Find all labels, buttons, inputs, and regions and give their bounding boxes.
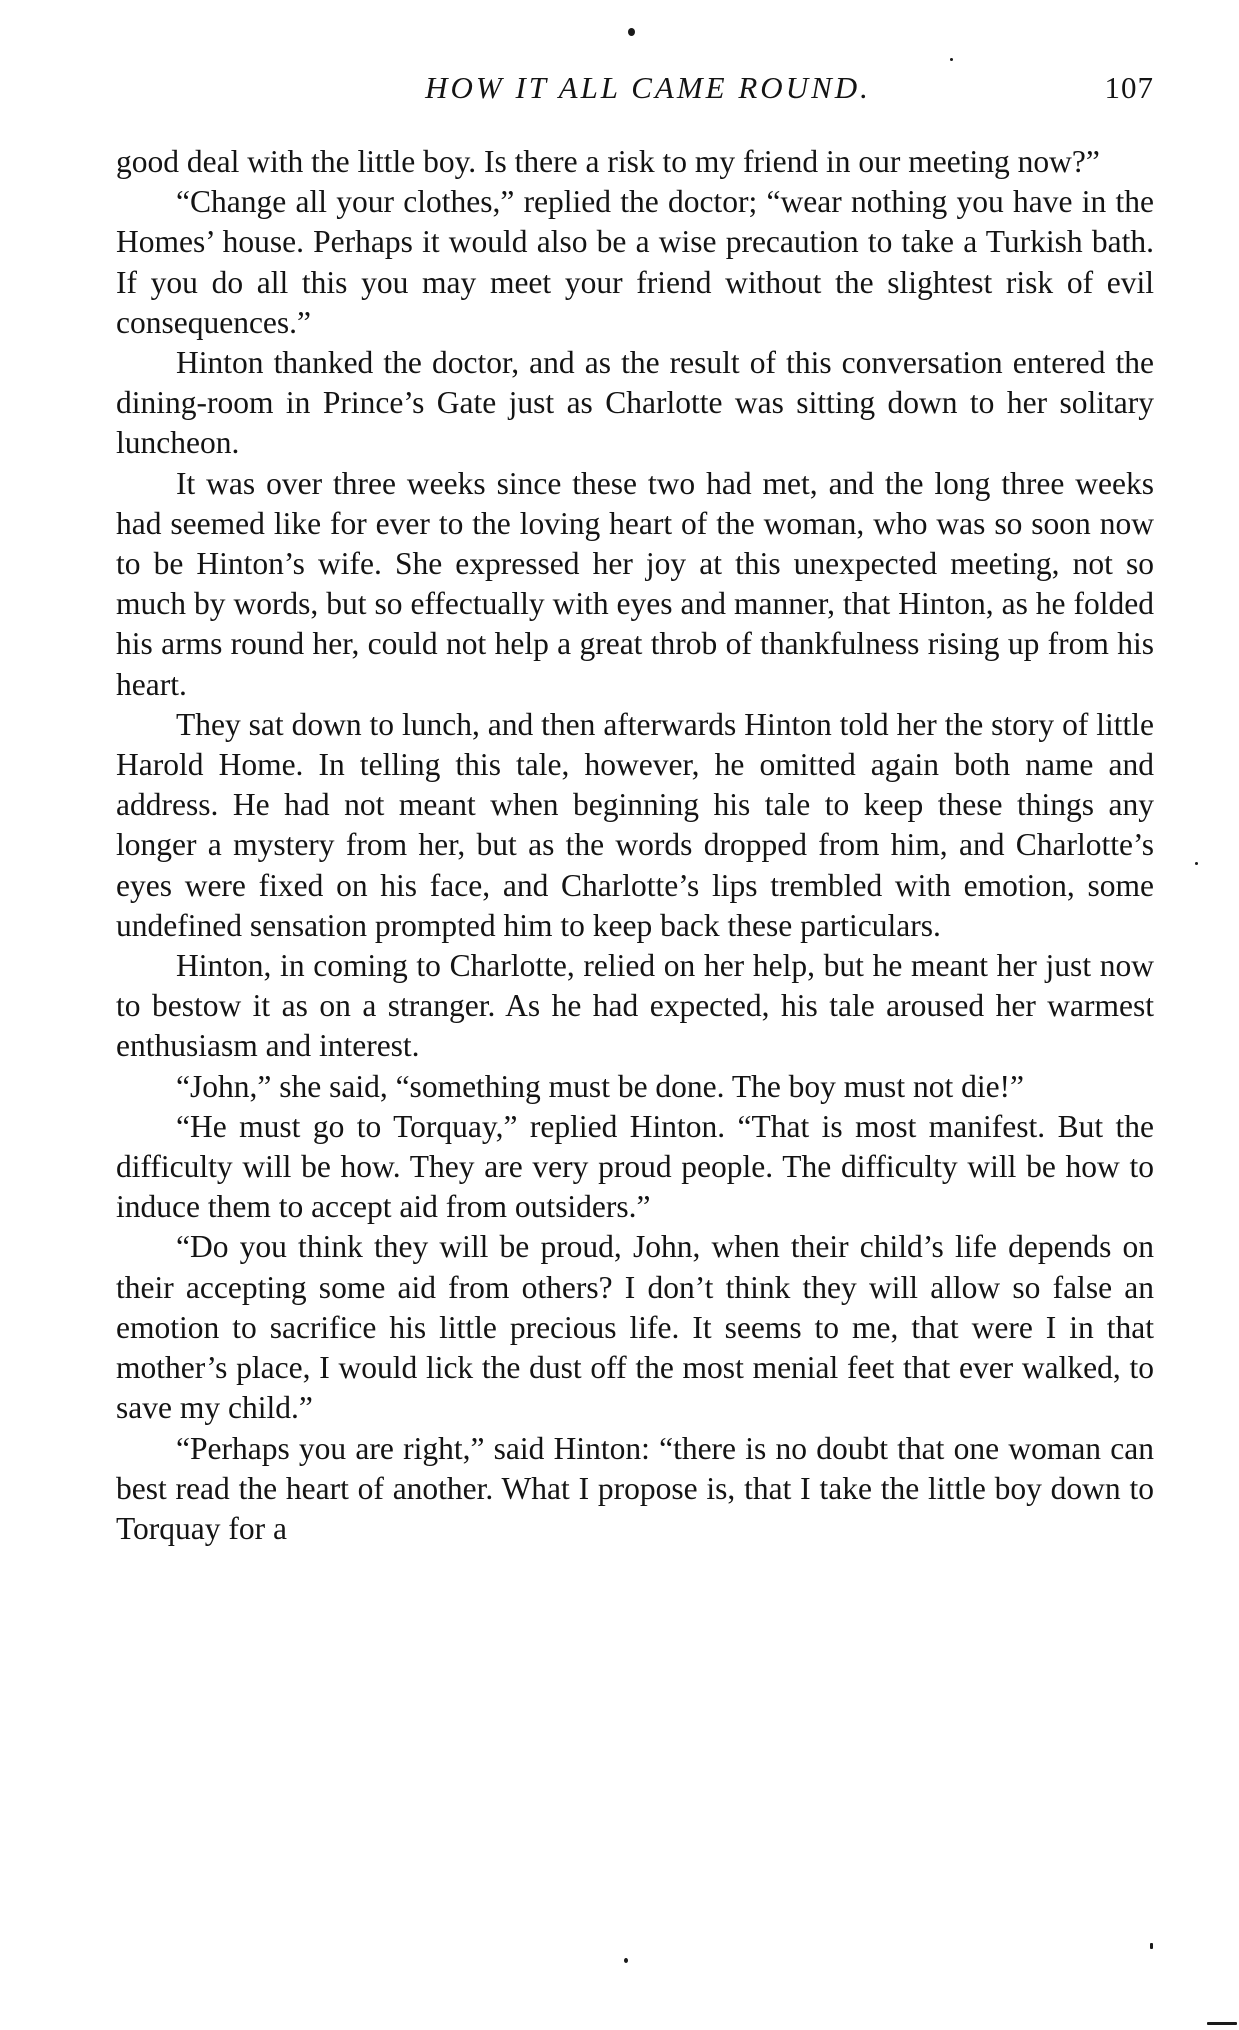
page-header bbox=[118, 66, 1158, 110]
paragraph: “Change all your clothes,” replied the doctor; “wear nothing you have in the Homes’ house. Perhaps it would also be a wise precaution to take a Turkish bath. If you do all this you may meet your friend without the slightest risk of evil consequences.” bbox=[116, 184, 1154, 340]
scan-speck bbox=[1207, 2022, 1237, 2025]
scan-speck bbox=[950, 58, 953, 61]
scan-speck bbox=[1195, 862, 1198, 865]
running-title: HOW IT ALL CAME ROUND. bbox=[425, 70, 871, 105]
scan-speck bbox=[628, 28, 635, 36]
paragraph: “Perhaps you are right,” said Hinton: “there is no doubt that one woman can best read the heart of another. What I propose is, that I take the little boy down to Torquay for a bbox=[116, 1430, 1154, 1546]
paragraph-continued: good deal with the little boy. Is there a risk to my friend in our meeting now?” bbox=[116, 144, 1100, 179]
paragraph: It was over three weeks since these two had met, and the long three weeks had seemed like for ever to the loving heart of the woman, who was so soon now to be Hinton’s wife. She expressed her joy at this unexpected meeting, not so much by words, but so effectually with eyes and manner, that Hinton, as he folded his arms round her, could not help a great throb of thankfulness rising up from his heart. bbox=[116, 465, 1154, 702]
paragraph: Hinton, in coming to Charlotte, relied on her help, but he meant her just now to bestow it as on a stranger. As he had expected, his tale aroused her warmest enthusiasm and interest. bbox=[116, 948, 1154, 1064]
page-number: 107 bbox=[1104, 70, 1154, 105]
scan-speck bbox=[1150, 1943, 1153, 1949]
paragraph: Hinton thanked the doctor, and as the result of this conversation entered the dining-room in Prince’s Gate just as Charlotte was sitting down to her solitary luncheon. bbox=[116, 345, 1154, 461]
paragraph: “John,” she said, “something must be done. The boy must not die!” bbox=[176, 1068, 1025, 1104]
paragraph: “He must go to Torquay,” replied Hinton. “That is most manifest. But the difficulty will be how. They are very proud people. The difficulty will be how to induce them to accept aid from outsiders.” bbox=[116, 1108, 1154, 1225]
paragraph: “Do you think they will be proud, John, when their child’s life depends on their accepting some aid from others? I don’t think they will allow so false an emotion to sacrifice his little precious life. It seems to me, that were I in that mother’s place, I would lick the dust off the most menial feet that ever walked, to save my child.” bbox=[116, 1229, 1154, 1426]
paragraph: They sat down to lunch, and then afterwards Hinton told her the story of little Harold Home. In telling this tale, however, he omitted again both name and address. He had not meant when beginning his tale to keep these things any longer a mystery from her, but as the words dropped from him, and Charlotte’s eyes were fixed on his face, and Charlotte’s lips trembled with emotion, some undefined sensation prompted him to keep back these particulars. bbox=[116, 706, 1154, 943]
body-text bbox=[116, 142, 1154, 1549]
scan-speck bbox=[624, 1958, 628, 1963]
